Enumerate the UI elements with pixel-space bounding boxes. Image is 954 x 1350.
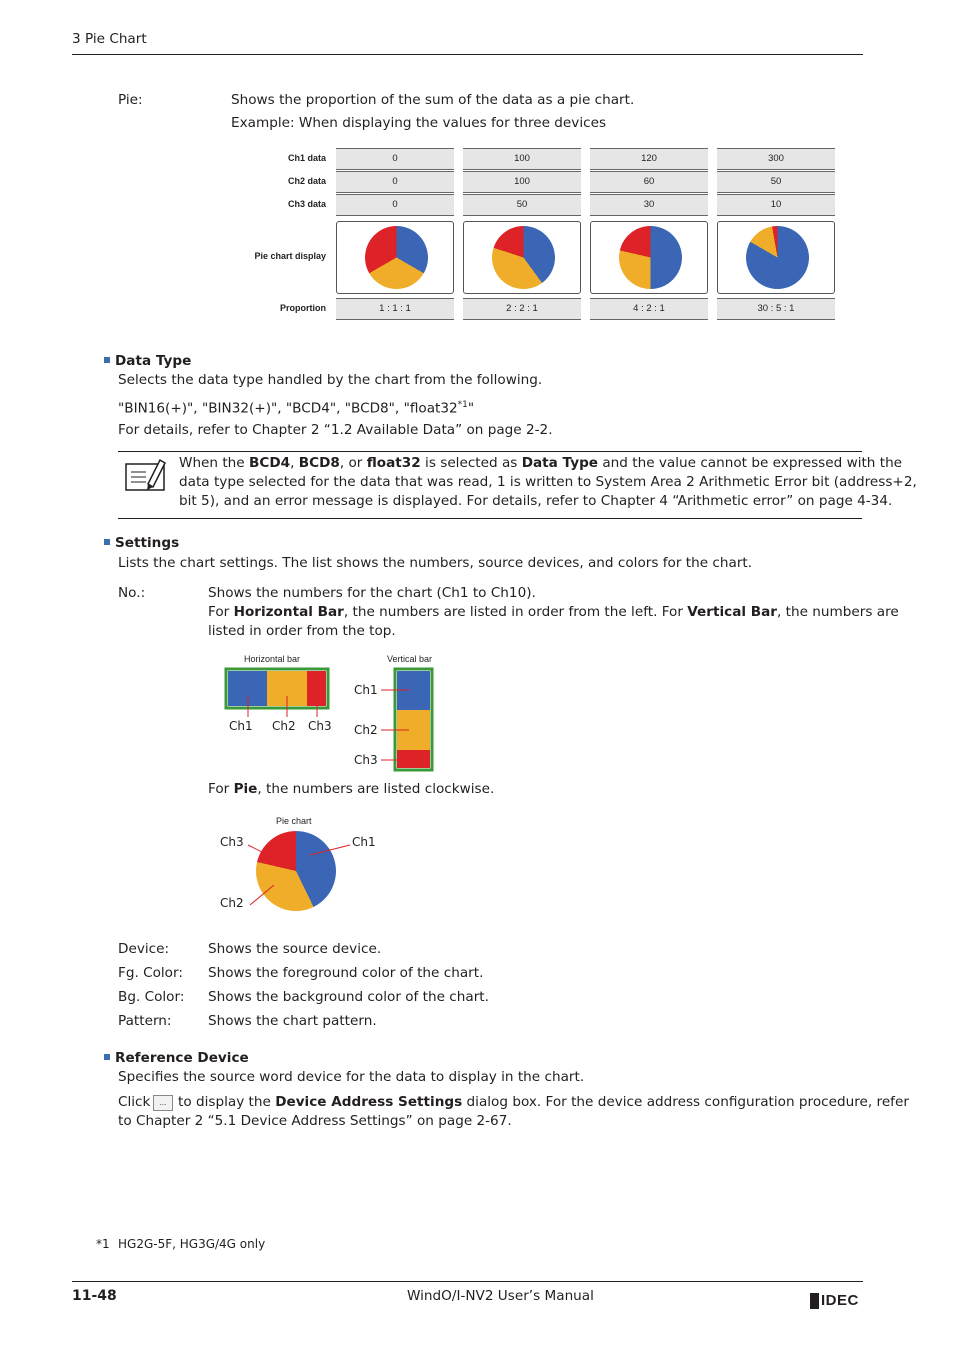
pie-display-c1	[336, 221, 454, 294]
pie-diagram-title: Pie chart	[276, 816, 312, 826]
footnote-text: HG2G-5F, HG3G/4G only	[118, 1237, 266, 1251]
note-pencil-icon	[124, 456, 166, 492]
cell-c1-ch2: 0	[336, 171, 454, 193]
cell-c4-ch1: 300	[717, 148, 835, 170]
row-label-ch3: Ch3 data	[287, 199, 326, 209]
browse-button[interactable]: ...	[153, 1095, 173, 1111]
manual-title: WindO/I-NV2 User’s Manual	[407, 1288, 594, 1304]
bullet-square-icon	[104, 357, 110, 363]
idec-logo: IDEC	[810, 1290, 859, 1308]
settings-desc: Lists the chart settings. The list shows the numbers, source devices, and colors for the chart.	[118, 555, 753, 571]
pattern-label: Pattern:	[118, 1013, 172, 1029]
reference-line-1: to display the Device Address Settings dialog box. For the device address configuration procedure, refer	[178, 1094, 909, 1110]
row-label-pie: Pie chart display	[254, 251, 326, 261]
pie-description: Shows the proportion of the sum of the data as a pie chart.	[231, 92, 635, 108]
bg-color-text: Shows the background color of the chart.	[208, 989, 489, 1005]
vbar-label-ch3: Ch3	[354, 753, 378, 767]
cell-c2-ch1: 100	[463, 148, 581, 170]
row-label-ch1: Ch1 data	[287, 153, 326, 163]
fg-color-text: Shows the foreground color of the chart.	[208, 965, 484, 981]
reference-heading: Reference Device	[104, 1049, 249, 1068]
data-type-details: For details, refer to Chapter 2 “1.2 Available Data” on page 2-2.	[118, 422, 553, 438]
data-type-heading: Data Type	[104, 352, 191, 371]
footnote-mark: *1	[96, 1237, 110, 1251]
pattern-text: Shows the chart pattern.	[208, 1013, 377, 1029]
cell-c4-ch2: 50	[717, 171, 835, 193]
no-label: No.:	[118, 585, 146, 601]
pie-ch2-leader	[250, 885, 274, 905]
idec-logo-mark	[810, 1293, 819, 1309]
pie-label: Pie:	[118, 92, 143, 108]
section-header: 3 Pie Chart	[72, 31, 147, 47]
pie-label-ch2: Ch2	[220, 896, 244, 910]
hbar-label-ch1: Ch1	[229, 719, 253, 733]
pie-order-text: For Pie, the numbers are listed clockwise.	[208, 781, 495, 797]
cell-c2-proportion: 2 : 2 : 1	[463, 298, 581, 320]
settings-heading: Settings	[104, 534, 179, 553]
note-line-2: data type selected for the data that was read, 1 is written to System Area 2 Arithmetic Error bit (address+2,	[179, 474, 917, 490]
cell-c2-ch2: 100	[463, 171, 581, 193]
cell-c3-proportion: 4 : 2 : 1	[590, 298, 708, 320]
reference-line-2: to Chapter 2 “5.1 Device Address Settings” on page 2-67.	[118, 1113, 512, 1129]
header-rule	[72, 54, 863, 55]
device-text: Shows the source device.	[208, 941, 382, 957]
bg-color-label: Bg. Color:	[118, 989, 185, 1005]
cell-c1-proportion: 1 : 1 : 1	[336, 298, 454, 320]
hbar-label-ch2: Ch2	[272, 719, 296, 733]
pie-chart-c4	[746, 226, 809, 289]
note-line-1: When the BCD4, BCD8, or float32 is selected as Data Type and the value cannot be expressed with the	[179, 455, 903, 471]
note-box	[118, 451, 917, 519]
cell-c4-proportion: 30 : 5 : 1	[717, 298, 835, 320]
cell-c3-ch1: 120	[590, 148, 708, 170]
vbar-ch3	[397, 750, 430, 768]
device-label: Device:	[118, 941, 170, 957]
row-label-proportion: Proportion	[280, 303, 326, 313]
data-type-desc: Selects the data type handled by the chart from the following.	[118, 372, 543, 388]
hbar-label-ch3: Ch3	[308, 719, 332, 733]
pie-chart-c1	[365, 226, 428, 289]
no-text-line-3: listed in order from the top.	[208, 623, 396, 639]
footer-rule	[72, 1281, 863, 1282]
cell-c3-ch2: 60	[590, 171, 708, 193]
pie-ch1-leader	[310, 845, 350, 855]
vbar-label-ch2: Ch2	[354, 723, 378, 737]
data-type-list: "BIN16(+)", "BIN32(+)", "BCD4", "BCD8", "float32$^{*1}$"	[118, 400, 475, 417]
hbar-title: Horizontal bar	[244, 654, 301, 664]
page-number: 11-48	[72, 1288, 117, 1304]
reference-desc: Specifies the source word device for the data to display in the chart.	[118, 1069, 585, 1085]
cell-c2-ch3: 50	[463, 194, 581, 216]
pie-display-c4	[717, 221, 835, 294]
fg-color-label: Fg. Color:	[118, 965, 183, 981]
note-line-3: bit 5), and an error message is displayed. For details, refer to Chapter 4 “Arithmetic error” on page 4-34.	[179, 493, 893, 509]
row-label-ch2: Ch2 data	[287, 176, 326, 186]
pie-display-c3	[590, 221, 708, 294]
reference-click: Click	[118, 1094, 151, 1110]
bullet-square-icon	[104, 539, 110, 545]
pie-display-c2	[463, 221, 581, 294]
pie-leaders	[240, 835, 360, 915]
pie-chart-c2	[492, 226, 555, 289]
cell-c1-ch3: 0	[336, 194, 454, 216]
no-text: Shows the numbers for the chart (Ch1 to Ch10).	[208, 585, 536, 601]
pie-ch3-leader	[248, 845, 280, 861]
bullet-square-icon	[104, 1054, 110, 1060]
pie-chart-c3	[619, 226, 682, 289]
cell-c1-ch1: 0	[336, 148, 454, 170]
pie-label-ch3: Ch3	[220, 835, 244, 849]
vbar-label-ch1: Ch1	[354, 683, 378, 697]
no-text-line-2: For Horizontal Bar, the numbers are listed in order from the left. For Vertical Bar, the numbers are	[208, 604, 899, 620]
vbar-title: Vertical bar	[387, 654, 433, 664]
cell-c3-ch3: 30	[590, 194, 708, 216]
example-caption: Example: When displaying the values for three devices	[231, 115, 607, 131]
vbar-diagram	[375, 664, 445, 774]
pie-label-ch1: Ch1	[352, 835, 376, 849]
cell-c4-ch3: 10	[717, 194, 835, 216]
